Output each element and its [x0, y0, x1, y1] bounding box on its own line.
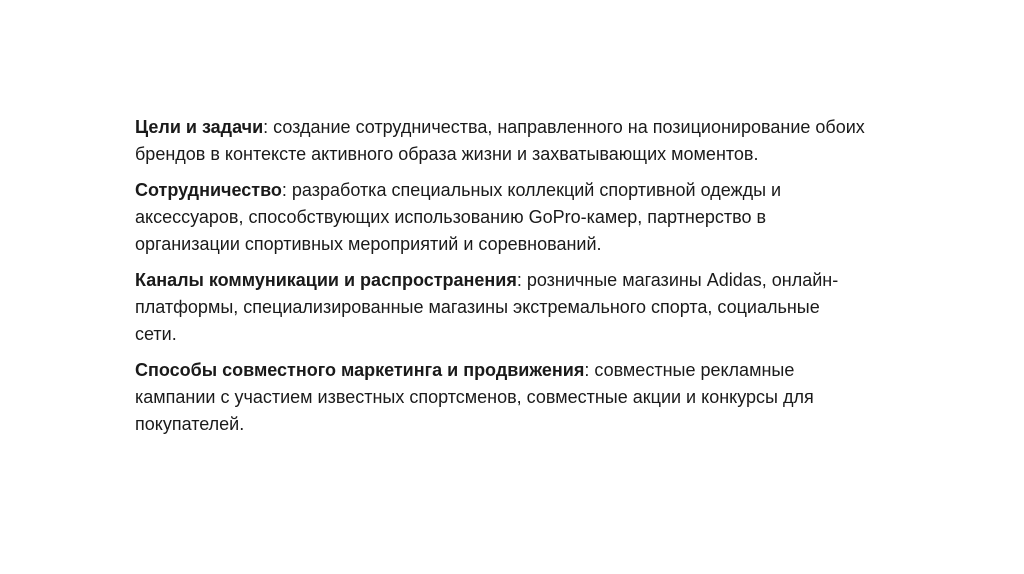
paragraph-body: : разработка специальных коллекций спортивной одежды и аксессуаров, способствующих использованию GoPro-камер, партнерство в организации спортивных мероприятий и соревнований.	[135, 180, 782, 254]
paragraph-marketing	[135, 357, 865, 438]
paragraph-title: Каналы коммуникации и распространения	[135, 270, 517, 290]
paragraph-title: Способы совместного маркетинга и продвижения	[135, 360, 585, 380]
paragraph-body: : создание сотрудничества, направленного на позиционирование обоих брендов в контексте активного образа жизни и захватывающих моментов.	[135, 117, 865, 164]
paragraph-body: : розничные магазины Adidas, онлайн-платформы, специализированные магазины экстремального спорта, социальные сети.	[135, 270, 839, 344]
paragraph-title: Сотрудничество	[135, 180, 282, 200]
content-text-block	[135, 114, 865, 447]
paragraph-body: : совместные рекламные кампании с участием известных спортсменов, совместные акции и конкурсы для покупателей.	[135, 360, 814, 434]
paragraph-title: Цели и задачи	[135, 117, 264, 137]
paragraph-channels	[135, 267, 865, 348]
paragraph-goals	[135, 114, 865, 168]
paragraph-cooperation	[135, 177, 865, 258]
